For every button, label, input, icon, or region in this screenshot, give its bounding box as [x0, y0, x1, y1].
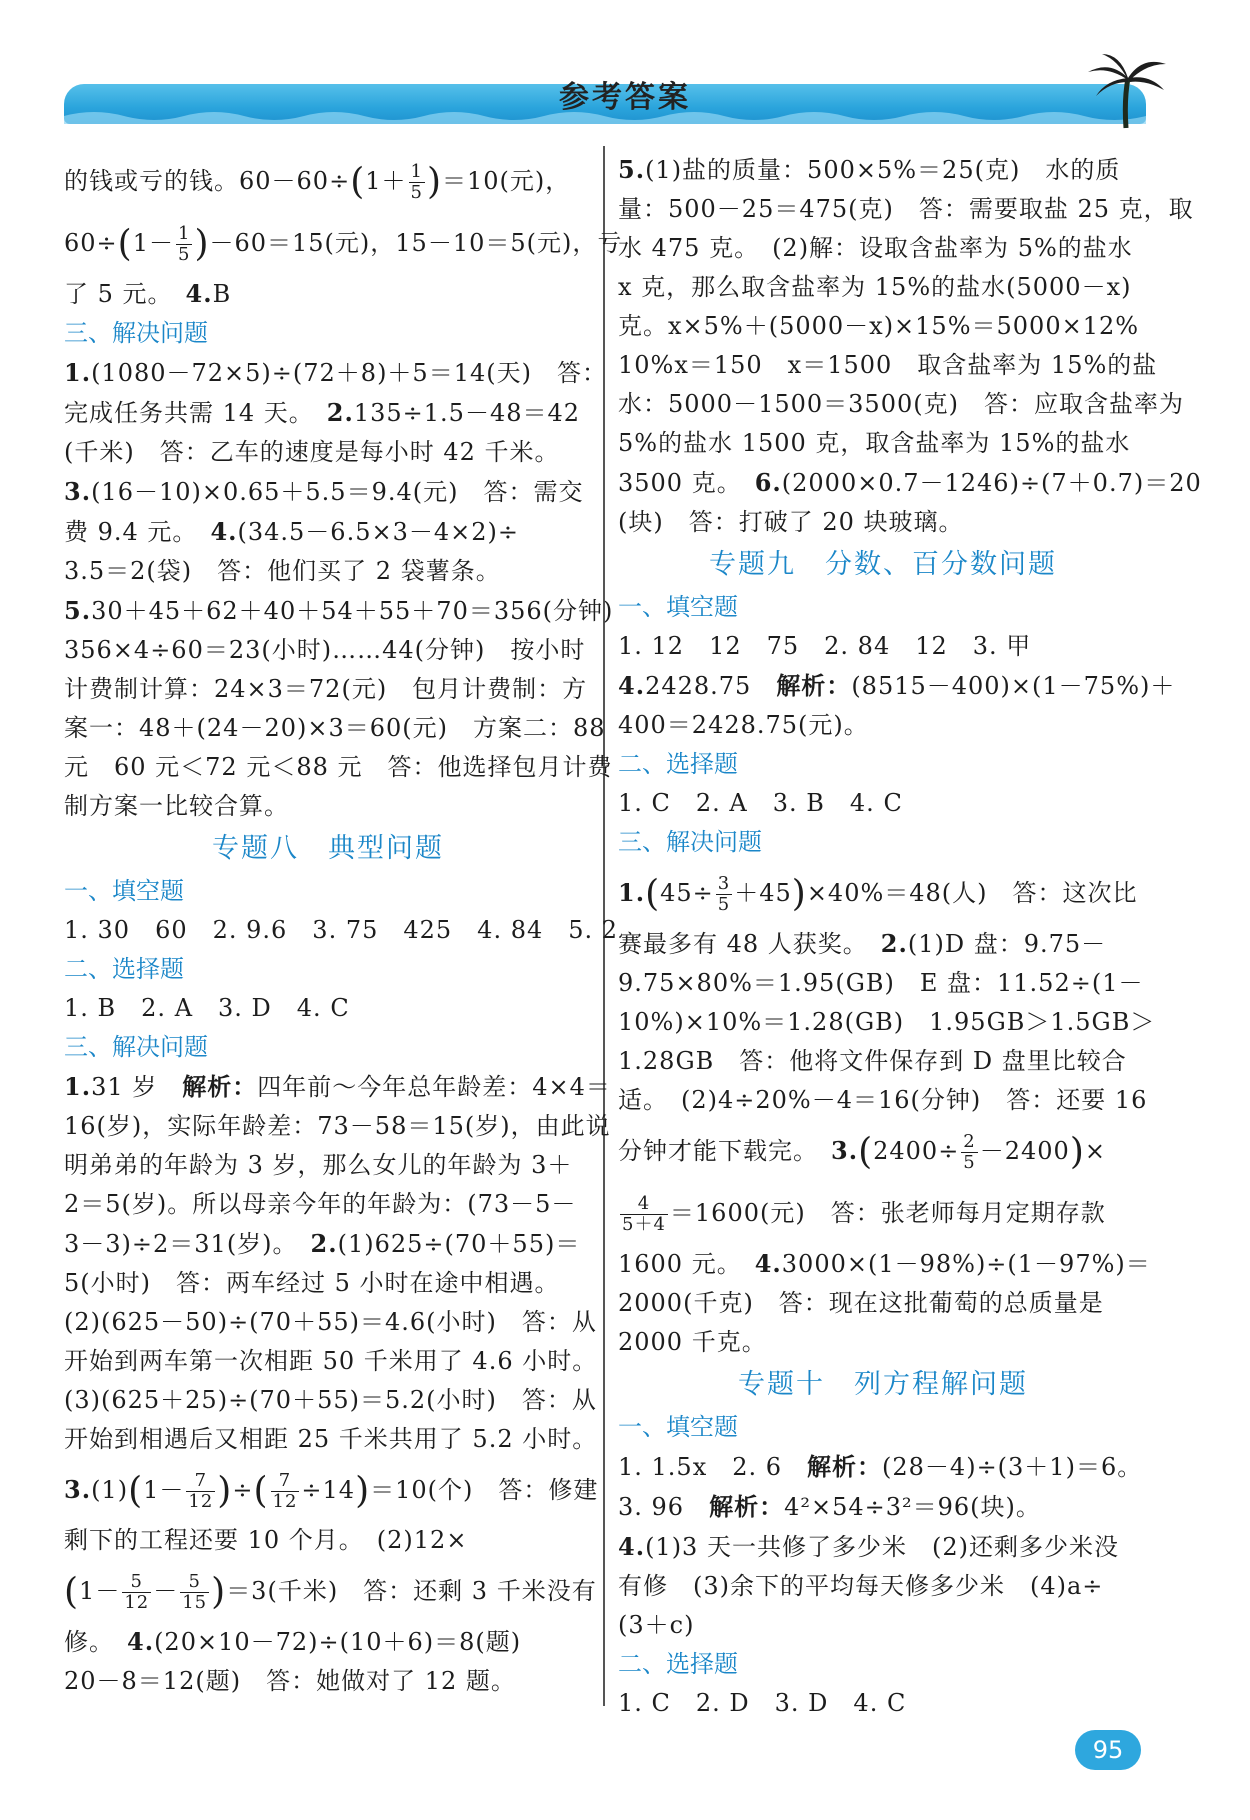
- fraction: [271, 1471, 300, 1512]
- item-number: 4.: [127, 1627, 155, 1656]
- text: (1)625÷(70＋55)＝: [337, 1230, 581, 1258]
- answer-line: 400＝2428.75(元)。: [618, 711, 869, 739]
- page-number-badge: 95: [1075, 1730, 1141, 1770]
- section-heading: 二、选择题: [64, 955, 184, 983]
- answer-line: 10%)×10%＝1.28(GB) 1.95GB＞1.5GB＞: [618, 1008, 1156, 1036]
- answer-line: 水 475 克。 (2)解：设取含盐率为 5%的盐水: [618, 234, 1133, 262]
- fraction: [176, 224, 192, 265]
- left-column: [64, 150, 623, 1701]
- text: 1＋: [365, 167, 407, 195]
- answer-line: 2000(千克) 答：现在这批葡萄的总质量是: [618, 1289, 1104, 1317]
- numerator: 3: [717, 873, 731, 894]
- text: 1. 1.5x 2. 6: [618, 1453, 808, 1481]
- section-heading: 一、填空题: [64, 877, 184, 905]
- answer-line: 元 60 元＜72 元＜88 元 答：他选择包月计费: [64, 753, 613, 781]
- text: 1－: [132, 229, 174, 257]
- topic-title: 专题八 典型问题: [212, 833, 444, 864]
- answer-line: [64, 393, 592, 433]
- answer-line: [64, 212, 623, 274]
- answer-line: 1. C 2. A 3. B 4. C: [618, 789, 903, 817]
- denominator: 12: [272, 1491, 298, 1512]
- answer-line: 1. 12 12 75 2. 84 12 3. 甲: [618, 632, 1032, 660]
- paren: (: [64, 1571, 80, 1613]
- text: 1－: [79, 1577, 121, 1605]
- denominator: 5: [717, 894, 731, 915]
- text: ×: [1084, 1137, 1106, 1165]
- fraction: [620, 1194, 668, 1235]
- text: ＋45: [734, 879, 792, 907]
- paren: ): [194, 223, 210, 265]
- analysis-label: 解析：: [709, 1492, 785, 1521]
- text: 60÷: [64, 229, 118, 257]
- text: ＝10(元)，: [442, 167, 571, 195]
- numerator: 5: [122, 1572, 151, 1593]
- fraction: [180, 1572, 209, 1613]
- text: ÷14: [301, 1476, 356, 1504]
- paren: (: [858, 1131, 874, 1173]
- answer-line: [618, 862, 1148, 924]
- paren: (: [253, 1470, 269, 1512]
- item-number: 4.: [618, 1532, 646, 1561]
- text: ＝3(千米) 答：还剩 3 千米没有: [226, 1577, 597, 1605]
- answer-line: [64, 512, 592, 552]
- item-number: 1.: [64, 1072, 92, 1101]
- answer-line: [64, 1560, 597, 1622]
- text: 31 岁: [91, 1073, 183, 1101]
- text: (1)D 盘：9.75－: [907, 930, 1107, 958]
- text: 45÷: [660, 879, 714, 907]
- answer-line: 适。 (2)4÷20%－4＝16(分钟) 答：还要 16: [618, 1086, 1148, 1114]
- answer-line: [618, 924, 1148, 964]
- answer-line: [618, 1527, 1148, 1567]
- answer-line: [64, 353, 607, 393]
- answer-line: (3＋c): [618, 1611, 695, 1639]
- answer-line: [618, 1120, 1148, 1182]
- analysis-label: 解析：: [807, 1452, 883, 1481]
- text: 3500 克。: [618, 469, 730, 497]
- answer-line: 2000 千克。: [618, 1328, 767, 1356]
- answer-line: [64, 274, 592, 314]
- text: 3－3)÷2＝31(岁)。: [64, 1230, 286, 1258]
- text: (1)3 天一共修了多少米 (2)还剩多少米没: [645, 1533, 1119, 1561]
- analysis-label: 解析：: [182, 1072, 258, 1101]
- text: 分钟才能下载完。: [618, 1137, 806, 1165]
- item-number: 3.: [64, 1475, 92, 1504]
- answer-line: 制方案一比较合算。: [64, 792, 289, 820]
- item-number: 1.: [64, 358, 92, 387]
- item-number: 2.: [880, 929, 908, 958]
- denominator: 15: [182, 1592, 208, 1613]
- answer-line: (2)(625－50)÷(70＋55)＝4.6(小时) 答：从: [64, 1308, 597, 1336]
- text: 3000×(1－98%)÷(1－97%)＝: [781, 1250, 1151, 1278]
- text: 2400÷: [873, 1137, 960, 1165]
- answer-line: [64, 591, 614, 631]
- text: 修。: [64, 1628, 102, 1656]
- text: (2000×0.7－1246)÷(7＋0.7)＝20: [781, 469, 1202, 497]
- answer-line: 1. C 2. D 3. D 4. C: [618, 1689, 907, 1717]
- text: －: [153, 1577, 179, 1605]
- section-heading: 一、填空题: [618, 593, 738, 621]
- text: 135÷1.5－48＝42: [353, 399, 581, 427]
- numerator: 5: [180, 1572, 209, 1593]
- section-heading: 二、选择题: [618, 1650, 738, 1678]
- answer-line: 5(小时) 答：两车经过 5 小时在途中相遇。: [64, 1269, 560, 1297]
- text: ＝10(个) 答：修建: [370, 1476, 599, 1504]
- fraction: [961, 1132, 977, 1173]
- answer-line: 剩下的工程还要 10 个月。 (2)12×: [64, 1526, 468, 1554]
- text: －2400: [979, 1137, 1070, 1165]
- text: B: [212, 280, 232, 308]
- answer-line: 9.75×80%＝1.95(GB) E 盘：11.52÷(1－: [618, 969, 1144, 997]
- text: (1)盐的质量：500×5%＝25(克) 水的质: [645, 156, 1121, 184]
- answer-line: [64, 472, 592, 512]
- answer-line: 16(岁)，实际年龄差：73－58＝15(岁)，由此说: [64, 1112, 611, 1140]
- item-number: 4.: [618, 671, 646, 700]
- text: 4²×54÷3²＝96(块)。: [784, 1493, 1041, 1521]
- text: 30＋45＋62＋40＋54＋55＋70＝356(分钟): [91, 597, 614, 625]
- text: (1): [91, 1476, 129, 1504]
- fraction: [716, 874, 732, 915]
- text: (1080－72×5)÷(72＋8)＋5＝14(天) 答：: [91, 359, 607, 387]
- fraction: [186, 1471, 215, 1512]
- answer-line: x 克，那么取含盐率为 15%的盐水(5000－x): [618, 273, 1132, 301]
- text: ÷: [232, 1476, 254, 1504]
- text: 费 9.4 元。: [64, 518, 186, 546]
- item-number: 3.: [64, 477, 92, 506]
- paren: ): [217, 1470, 233, 1512]
- answer-line: (千米) 答：乙车的速度是每小时 42 千米。: [64, 438, 560, 466]
- denominator: 5: [177, 244, 191, 265]
- answer-line: [618, 1447, 1148, 1487]
- palm-tree-icon: [1080, 50, 1170, 130]
- answer-line: 10%x＝150 x＝1500 取含盐率为 15%的盐: [618, 351, 1158, 379]
- answer-line: 3.5＝2(袋) 答：他们买了 2 袋薯条。: [64, 557, 501, 585]
- numerator: 7: [186, 1471, 215, 1492]
- answer-line: [64, 1622, 592, 1662]
- text: 赛最多有 48 人获奖。: [618, 930, 856, 958]
- answer-line: [618, 666, 1176, 706]
- item-number: 1.: [618, 878, 646, 907]
- answer-line: [618, 150, 1148, 190]
- text: 完成任务共需 14 天。: [64, 399, 302, 427]
- answer-line: 有修 (3)余下的平均每天修多少米 (4)a÷: [618, 1572, 1104, 1600]
- section-heading: 三、解决问题: [64, 1033, 208, 1061]
- denominator: 12: [124, 1592, 150, 1613]
- page-title: 参考答案: [559, 80, 691, 115]
- answer-line: [618, 1182, 1148, 1244]
- section-heading: 二、选择题: [618, 750, 738, 778]
- text: －60＝15(元)，15－10＝5(元)，亏: [209, 229, 623, 257]
- answer-line: 计费制计算：24×3＝72(元) 包月计费制：方: [64, 675, 588, 703]
- answer-line: 5%的盐水 1500 克，取含盐率为 15%的盐水: [618, 429, 1131, 457]
- numerator: 7: [271, 1471, 300, 1492]
- text: 了 5 元。: [64, 280, 161, 308]
- answer-line: 2＝5(岁)。所以母亲今年的年龄为：(73－5－: [64, 1190, 577, 1218]
- item-number: 4.: [185, 279, 213, 308]
- text: 四年前～今年总年龄差：4×4＝: [257, 1073, 611, 1101]
- paren: (: [128, 1470, 144, 1512]
- item-number: 4.: [754, 1249, 782, 1278]
- answer-line: [618, 463, 1202, 503]
- text: (20×10－72)÷(10＋6)＝8(题): [154, 1628, 522, 1656]
- fraction: [122, 1572, 151, 1613]
- section-heading: 一、填空题: [618, 1413, 738, 1441]
- item-number: 6.: [754, 468, 782, 497]
- answer-line: 356×4÷60＝23(小时)……44(分钟) 按小时: [64, 636, 586, 664]
- paren: (: [350, 161, 366, 203]
- answer-line: 量：500－25＝475(克) 答：需要取盐 25 克，取: [618, 195, 1194, 223]
- fraction: [409, 162, 425, 203]
- text: 1－: [143, 1476, 185, 1504]
- denominator: 5＋4: [622, 1214, 666, 1235]
- paren: ): [791, 873, 807, 915]
- text: 3. 96: [618, 1493, 710, 1521]
- denominator: 5: [963, 1152, 976, 1173]
- paren: (: [645, 873, 661, 915]
- text: ＝1600(元) 答：张老师每月定期存款: [669, 1199, 1106, 1227]
- numerator: 2: [963, 1131, 976, 1152]
- paren: ): [211, 1571, 227, 1613]
- item-number: 3.: [831, 1136, 859, 1165]
- numerator: 1: [410, 161, 423, 182]
- answer-line: [64, 1459, 599, 1521]
- denominator: 5: [410, 182, 423, 203]
- text: 2428.75: [645, 672, 777, 700]
- text: (8515－400)×(1－75%)＋: [851, 672, 1176, 700]
- section-heading: 三、解决问题: [64, 319, 208, 347]
- answer-line: 明弟弟的年龄为 3 岁，那么女儿的年龄为 3＋: [64, 1151, 573, 1179]
- answer-line: 1. B 2. A 3. D 4. C: [64, 994, 350, 1022]
- text: (34.5－6.5×3－4×2)÷: [237, 518, 519, 546]
- answer-line: 1. 30 60 2. 9.6 3. 75 425 4. 84 5. 2: [64, 916, 619, 944]
- answer-line: [64, 1224, 592, 1264]
- answer-line: 案一：48＋(24－20)×3＝60(元) 方案二：88: [64, 714, 606, 742]
- item-number: 2.: [326, 398, 354, 427]
- answer-line: 开始到两车第一次相距 50 千米用了 4.6 小时。: [64, 1347, 598, 1375]
- right-column: [618, 150, 1202, 1723]
- paren: (: [117, 223, 133, 265]
- topic-title: 专题九 分数、百分数问题: [709, 549, 1057, 580]
- answer-line: 克。x×5%＋(5000－x)×15%＝5000×12%: [618, 312, 1140, 340]
- text: (16－10)×0.65＋5.5＝9.4(元) 答：需交: [91, 478, 584, 506]
- denominator: 12: [188, 1491, 214, 1512]
- paren: ): [1069, 1131, 1085, 1173]
- text: ×40%＝48(人) 答：这次比: [806, 879, 1138, 907]
- section-heading: 三、解决问题: [618, 828, 762, 856]
- answer-line: 20－8＝12(题) 答：她做对了 12 题。: [64, 1667, 516, 1695]
- analysis-label: 解析：: [776, 671, 852, 700]
- topic-title: 专题十 列方程解问题: [738, 1369, 1028, 1400]
- text: 1600 元。: [618, 1250, 730, 1278]
- text: 的钱或亏的钱。60－60÷: [64, 167, 351, 195]
- answer-line: 1.28GB 答：他将文件保存到 D 盘里比较合: [618, 1047, 1127, 1075]
- answer-line: [618, 1487, 1148, 1527]
- answer-line: 开始到相遇后又相距 25 千米共用了 5.2 小时。: [64, 1425, 598, 1453]
- answer-line: [618, 1244, 1151, 1284]
- item-number: 4.: [210, 517, 238, 546]
- answer-line: (块) 答：打破了 20 块玻璃。: [618, 508, 964, 536]
- numerator: 4: [620, 1194, 668, 1215]
- answer-line: (3)(625＋25)÷(70＋55)＝5.2(小时) 答：从: [64, 1386, 597, 1414]
- answer-line: [64, 1067, 611, 1107]
- item-number: 2.: [310, 1229, 338, 1258]
- paren: ): [426, 161, 443, 203]
- answer-line: 水：5000－1500＝3500(克) 答：应取含盐率为: [618, 390, 1184, 418]
- answer-line: [64, 150, 592, 212]
- text: (28－4)÷(3＋1)＝6。: [882, 1453, 1143, 1481]
- item-number: 5.: [64, 596, 92, 625]
- numerator: 1: [177, 223, 191, 244]
- item-number: 5.: [618, 155, 646, 184]
- paren: ): [355, 1470, 371, 1512]
